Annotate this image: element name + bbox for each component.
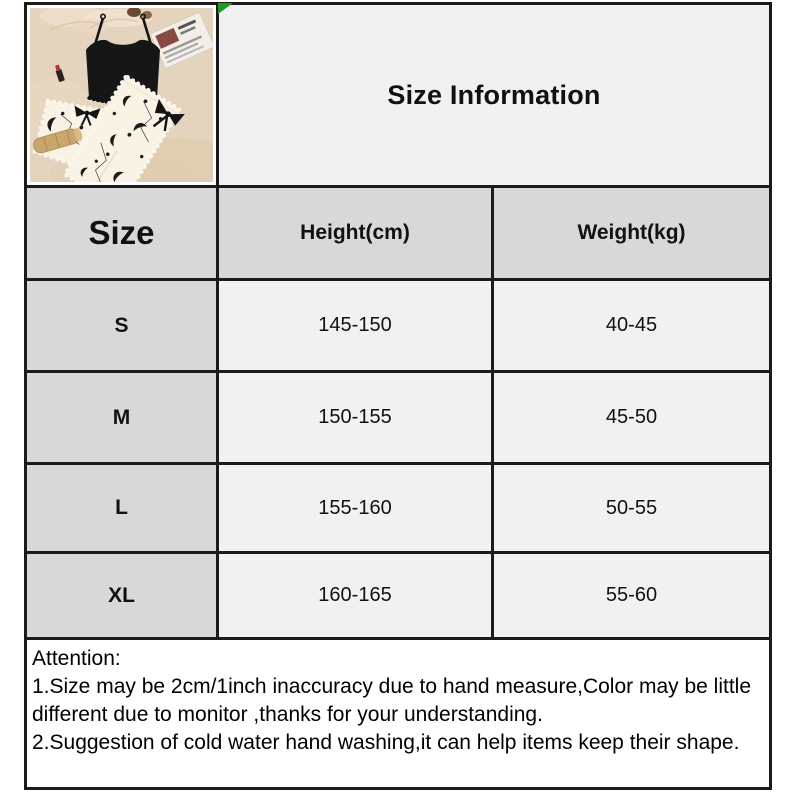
weight-value-xl: 55-60	[494, 554, 769, 637]
row-label-m: M	[27, 373, 216, 462]
height-value-m: 150-155	[219, 373, 491, 462]
height-value-s: 145-150	[219, 281, 491, 370]
attention-line-2: 2.Suggestion of cold water hand washing,it can help items keep their shape.	[32, 731, 740, 754]
column-header-height: Height(cm)	[219, 188, 491, 278]
attention-notes	[27, 640, 769, 787]
height-value-l: 155-160	[219, 465, 491, 551]
column-header-weight: Weight(kg)	[494, 188, 769, 278]
page-title: Size Information	[219, 5, 769, 185]
attention-heading: Attention:	[32, 647, 121, 670]
row-label-xl: XL	[27, 554, 216, 637]
weight-value-s: 40-45	[494, 281, 769, 370]
weight-value-l: 50-55	[494, 465, 769, 551]
attention-line-1: 1.Size may be 2cm/1inch inaccuracy due to hand measure,Color may be little different due to monitor ,thanks for your understanding.	[32, 675, 752, 726]
row-label-s: S	[27, 281, 216, 370]
product-photo-cell	[27, 5, 216, 185]
column-header-size: Size	[27, 188, 216, 278]
row-label-l: L	[27, 465, 216, 551]
size-chart-sheet	[24, 2, 772, 790]
green-corner-badge	[218, 3, 233, 14]
weight-value-m: 45-50	[494, 373, 769, 462]
height-value-xl: 160-165	[219, 554, 491, 637]
product-photo	[30, 8, 213, 182]
